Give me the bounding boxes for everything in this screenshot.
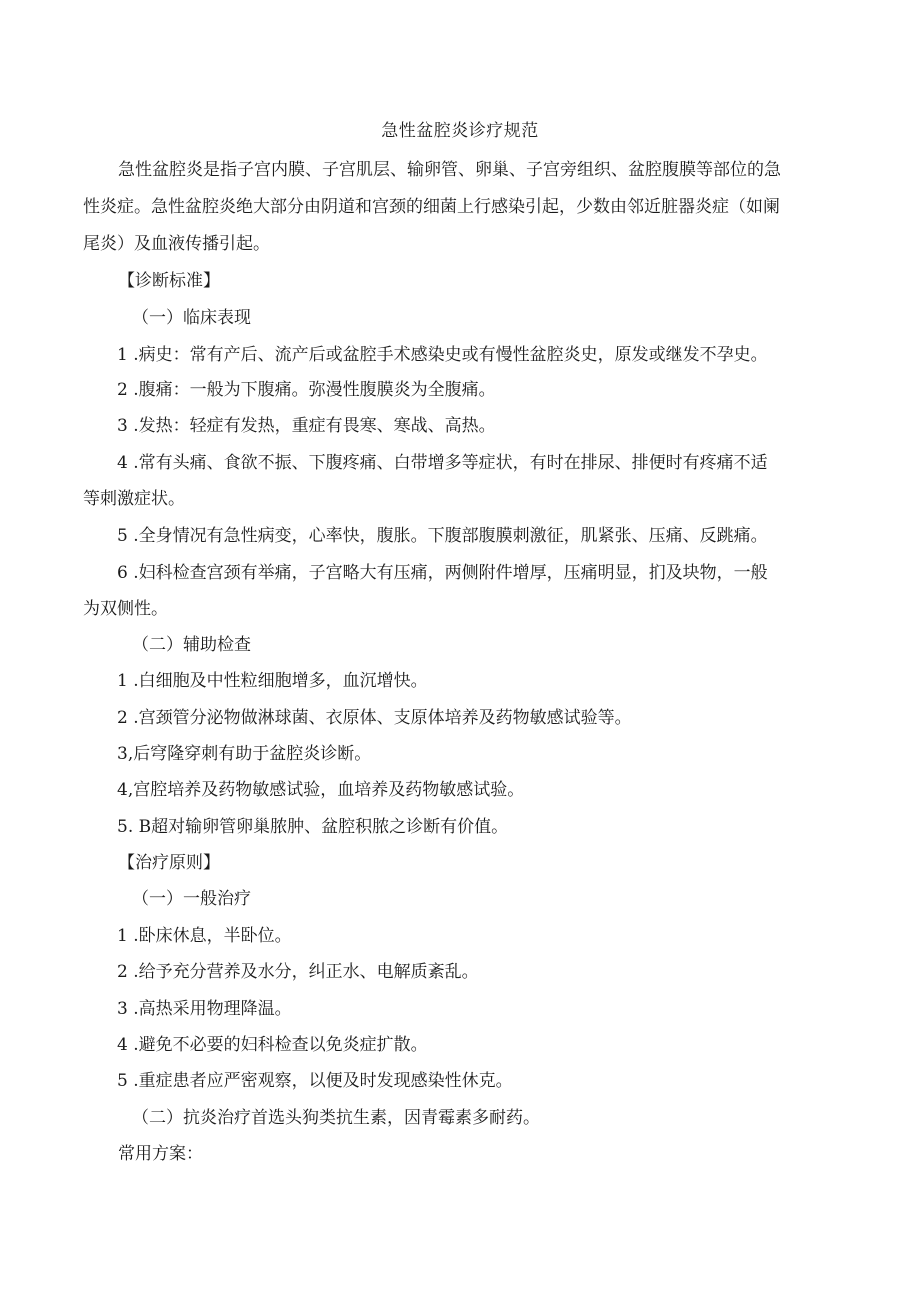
section-heading-diagnosis: 【诊断标准】: [118, 271, 220, 291]
intro-paragraph-line-2: 性炎症。急性盆腔炎绝大部分由阴道和宫颈的细菌上行感染引起，少数由邻近脏器炎症（如阑: [83, 197, 780, 217]
treatment-item-1: 1 .卧床休息，半卧位。: [117, 926, 292, 946]
subheading-antibiotic: （二）抗炎治疗首选头狗类抗生素，因青霉素多耐药。: [132, 1108, 540, 1128]
subheading-auxiliary: （二）辅助检查: [132, 635, 251, 655]
diagnosis-item-4-line-1: 4 .常有头痛、食欲不振、下腹疼痛、白带增多等症状，有时在排尿、排便时有疼痛不适: [117, 453, 768, 473]
intro-paragraph-line-3: 尾炎）及血液传播引起。: [83, 234, 270, 254]
diagnosis-item-4-line-2: 等刺激症状。: [83, 489, 185, 509]
diagnosis-item-3: 3 .发热：轻症有发热，重症有畏寒、寒战、高热。: [117, 416, 496, 436]
auxiliary-item-5: 5. B超对输卵管卵巢脓肿、盆腔积脓之诊断有价值。: [117, 817, 509, 837]
auxiliary-item-2: 2 .宫颈管分泌物做淋球菌、衣原体、支原体培养及药物敏感试验等。: [117, 708, 632, 728]
regimen-label: 常用方案：: [118, 1144, 203, 1164]
diagnosis-item-1: 1 .病史：常有产后、流产后或盆腔手术感染史或有慢性盆腔炎史，原发或继发不孕史。: [117, 345, 768, 365]
diagnosis-item-6-line-2: 为双侧性。: [83, 599, 168, 619]
diagnosis-item-2: 2 .腹痛：一般为下腹痛。弥漫性腹膜炎为全腹痛。: [117, 380, 496, 400]
page-title: 急性盆腔炎诊疗规范: [381, 121, 539, 141]
auxiliary-item-3: 3,后穹隆穿刺有助于盆腔炎诊断。: [117, 744, 372, 764]
intro-paragraph-line-1: 急性盆腔炎是指子宫内膜、子宫肌层、输卵管、卵巢、子宫旁组织、盆腔腹膜等部位的急: [118, 160, 781, 180]
section-heading-treatment: 【治疗原则】: [118, 853, 220, 873]
diagnosis-item-6-line-1: 6 .妇科检查宫颈有举痛，子宫略大有压痛，两侧附件增厚，压痛明显，扪及块物，一般: [117, 563, 768, 583]
treatment-item-2: 2 .给予充分营养及水分，纠正水、电解质紊乱。: [117, 962, 479, 982]
treatment-item-5: 5 .重症患者应严密观察，以便及时发现感染性休克。: [117, 1071, 513, 1091]
diagnosis-item-5: 5 .全身情况有急性病变，心率快，腹胀。下腹部腹膜刺激征，肌紧张、压痛、反跳痛。: [117, 526, 768, 546]
auxiliary-item-1: 1 .白细胞及中性粒细胞增多，血沉增快。: [117, 671, 428, 691]
auxiliary-item-4: 4,宫腔培养及药物敏感试验，血培养及药物敏感试验。: [117, 780, 525, 800]
subheading-clinical: （一）临床表现: [132, 308, 251, 328]
treatment-item-3: 3 .高热采用物理降温。: [117, 999, 292, 1019]
subheading-general-treatment: （一）一般治疗: [132, 889, 251, 909]
treatment-item-4: 4 .避免不必要的妇科检查以免炎症扩散。: [117, 1035, 428, 1055]
